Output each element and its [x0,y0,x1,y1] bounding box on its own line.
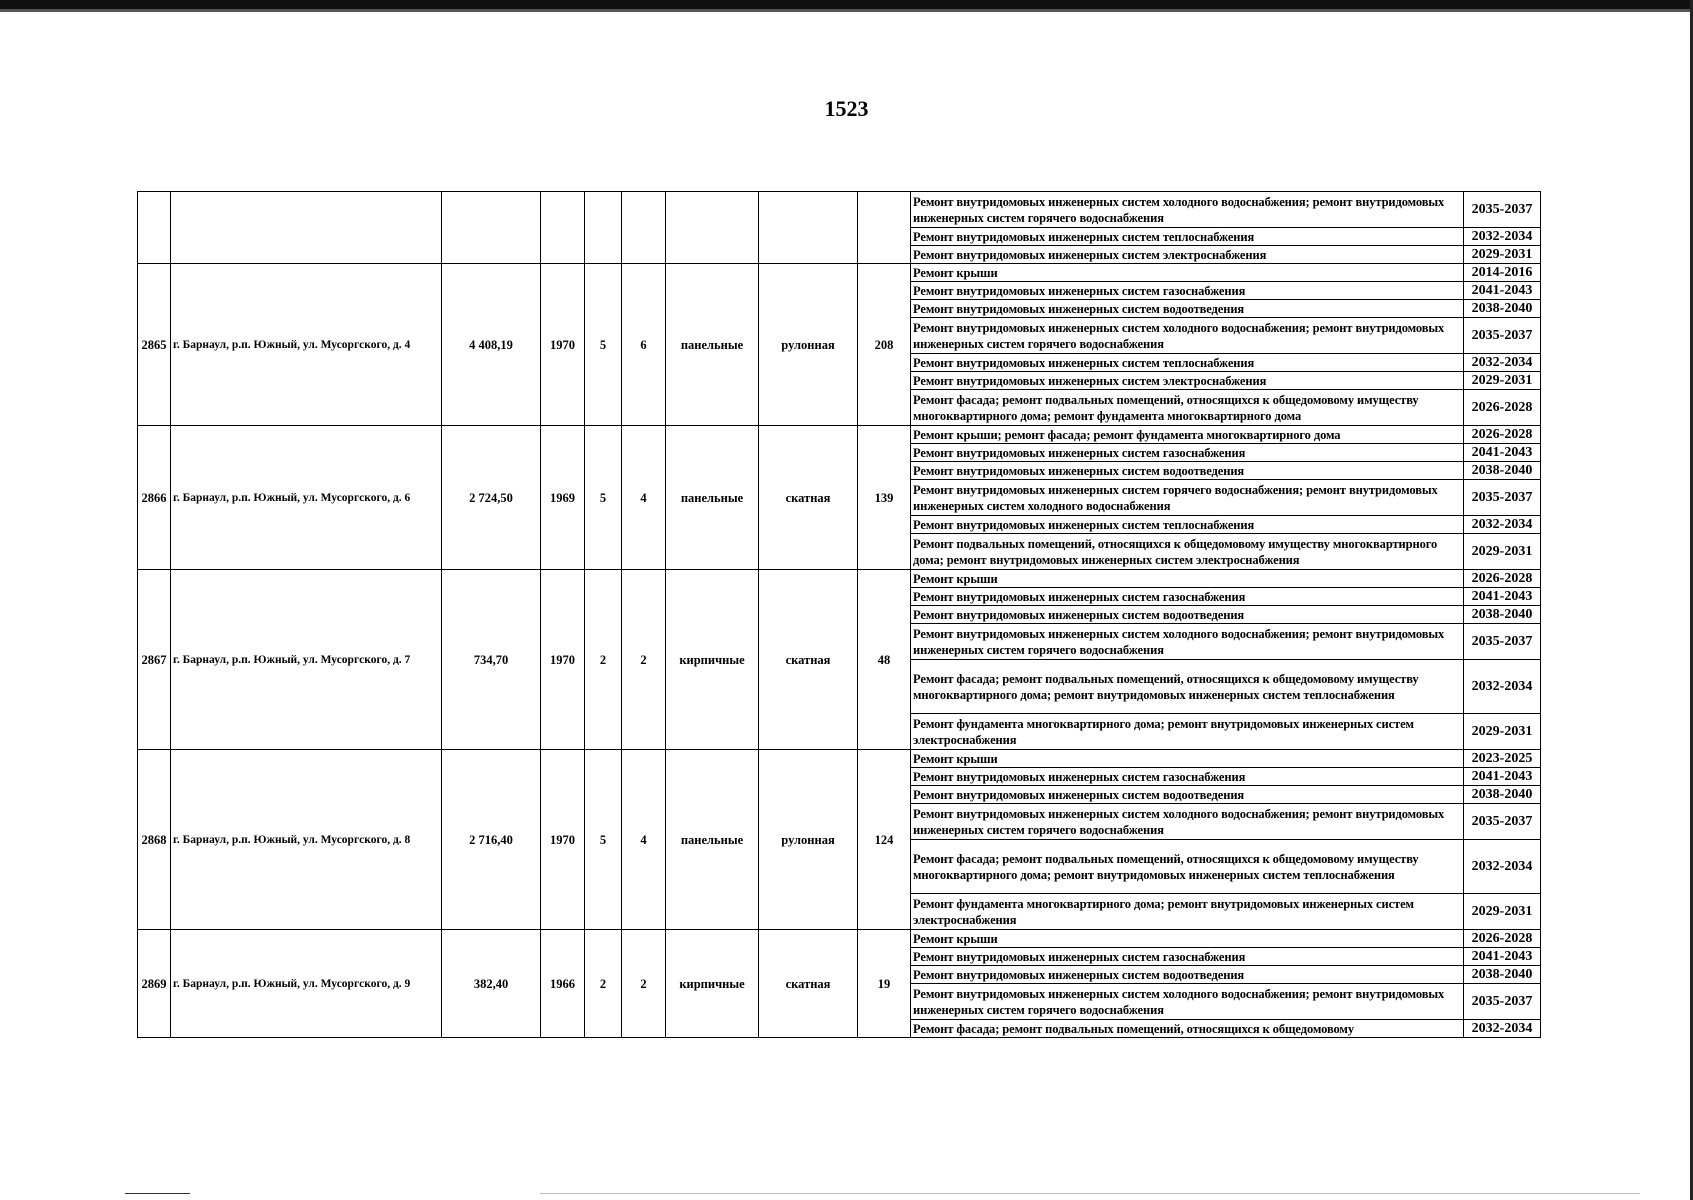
table-row [138,750,1541,768]
house-number: 2869 [138,930,171,1038]
house-floors: 2 [585,570,622,750]
work-description: Ремонт крыши [911,264,1464,282]
work-period: 2038-2040 [1464,300,1541,318]
work-period: 2029-2031 [1464,894,1541,930]
house-residents: 139 [858,426,911,570]
house-year: 1970 [541,750,585,930]
work-description: Ремонт внутридомовых инженерных систем водоотведения [911,300,1464,318]
house-roof-type: рулонная [759,264,858,426]
work-period: 2032-2034 [1464,1020,1541,1038]
work-period: 2032-2034 [1464,228,1541,246]
house-year: 1969 [541,426,585,570]
house-wall-material: панельные [666,426,759,570]
capital-repair-table [137,191,1541,1038]
scan-artifact-line [540,1193,1640,1194]
work-period: 2029-2031 [1464,714,1541,750]
house-floors: 5 [585,426,622,570]
work-period: 2035-2037 [1464,624,1541,660]
continuation-area-cell [442,192,541,264]
work-period: 2035-2037 [1464,984,1541,1020]
work-period: 2038-2040 [1464,786,1541,804]
house-entrances: 2 [622,930,666,1038]
work-period: 2032-2034 [1464,354,1541,372]
house-address: г. Барнаул, р.п. Южный, ул. Мусоргского, д. 7 [171,570,442,750]
scan-top-shadow [0,9,1693,12]
house-address: г. Барнаул, р.п. Южный, ул. Мусоргского, д. 6 [171,426,442,570]
work-period: 2035-2037 [1464,480,1541,516]
work-period: 2029-2031 [1464,372,1541,390]
house-residents: 124 [858,750,911,930]
house-residents: 19 [858,930,911,1038]
scan-artifact-line [125,1193,190,1194]
table-row [138,192,1541,228]
house-wall-material: кирпичные [666,570,759,750]
work-description: Ремонт внутридомовых инженерных систем водоотведения [911,462,1464,480]
house-entrances: 4 [622,426,666,570]
house-address: г. Барнаул, р.п. Южный, ул. Мусоргского, д. 4 [171,264,442,426]
house-residents: 208 [858,264,911,426]
house-area: 4 408,19 [442,264,541,426]
house-address: г. Барнаул, р.п. Южный, ул. Мусоргского, д. 8 [171,750,442,930]
work-description: Ремонт крыши [911,570,1464,588]
house-number: 2866 [138,426,171,570]
work-period: 2026-2028 [1464,426,1541,444]
work-description: Ремонт внутридомовых инженерных систем холодного водоснабжения; ремонт внутридомовых инженерных систем горячего водоснабжения [911,804,1464,840]
table-row [138,426,1541,444]
work-period: 2041-2043 [1464,588,1541,606]
work-description: Ремонт внутридомовых инженерных систем газоснабжения [911,282,1464,300]
house-year: 1970 [541,264,585,426]
work-description: Ремонт внутридомовых инженерных систем газоснабжения [911,444,1464,462]
work-description: Ремонт внутридомовых инженерных систем холодного водоснабжения; ремонт внутридомовых инженерных систем горячего водоснабжения [911,624,1464,660]
work-period: 2032-2034 [1464,516,1541,534]
house-wall-material: панельные [666,750,759,930]
continuation-walls-cell [666,192,759,264]
work-period: 2038-2040 [1464,966,1541,984]
work-description: Ремонт внутридомовых инженерных систем теплоснабжения [911,228,1464,246]
work-description: Ремонт внутридомовых инженерных систем водоотведения [911,606,1464,624]
work-description: Ремонт фасада; ремонт подвальных помещений, относящихся к общедомовому [911,1020,1464,1038]
work-period: 2035-2037 [1464,318,1541,354]
house-area: 2 716,40 [442,750,541,930]
table-row [138,264,1541,282]
work-period: 2041-2043 [1464,282,1541,300]
house-floors: 2 [585,930,622,1038]
work-description: Ремонт крыши; ремонт фасада; ремонт фундамента многоквартирного дома [911,426,1464,444]
work-period: 2035-2037 [1464,804,1541,840]
house-area: 382,40 [442,930,541,1038]
house-roof-type: скатная [759,426,858,570]
scan-top-border [0,0,1693,9]
house-wall-material: кирпичные [666,930,759,1038]
work-description: Ремонт внутридомовых инженерных систем газоснабжения [911,948,1464,966]
work-description: Ремонт крыши [911,930,1464,948]
work-period: 2041-2043 [1464,948,1541,966]
work-description: Ремонт внутридомовых инженерных систем холодного водоснабжения; ремонт внутридомовых инженерных систем горячего водоснабжения [911,984,1464,1020]
work-description: Ремонт фасада; ремонт подвальных помещений, относящихся к общедомовому имуществу многоквартирного дома; ремонт внутридомовых инженерных систем теплоснабжения [911,840,1464,894]
work-period: 2026-2028 [1464,570,1541,588]
house-year: 1970 [541,570,585,750]
house-number: 2867 [138,570,171,750]
house-roof-type: скатная [759,930,858,1038]
house-roof-type: рулонная [759,750,858,930]
table-body [138,192,1541,1038]
work-description: Ремонт подвальных помещений, относящихся к общедомовому имуществу многоквартирного дома; ремонт внутридомовых инженерных систем электроснабжения [911,534,1464,570]
work-description: Ремонт фундамента многоквартирного дома; ремонт внутридомовых инженерных систем электроснабжения [911,894,1464,930]
house-residents: 48 [858,570,911,750]
continuation-address-cell [171,192,442,264]
work-description: Ремонт фасада; ремонт подвальных помещений, относящихся к общедомовому имуществу многоквартирного дома; ремонт фундамента многоквартирного дома [911,390,1464,426]
work-description: Ремонт внутридомовых инженерных систем газоснабжения [911,768,1464,786]
work-description: Ремонт внутридомовых инженерных систем электроснабжения [911,372,1464,390]
continuation-roof-cell [759,192,858,264]
continuation-year-cell [541,192,585,264]
work-description: Ремонт внутридомовых инженерных систем электроснабжения [911,246,1464,264]
work-description: Ремонт внутридомовых инженерных систем водоотведения [911,786,1464,804]
work-description: Ремонт внутридомовых инженерных систем теплоснабжения [911,354,1464,372]
work-period: 2029-2031 [1464,246,1541,264]
house-area: 2 724,50 [442,426,541,570]
work-period: 2041-2043 [1464,444,1541,462]
work-description: Ремонт крыши [911,750,1464,768]
continuation-num-cell [138,192,171,264]
work-description: Ремонт фундамента многоквартирного дома; ремонт внутридомовых инженерных систем электроснабжения [911,714,1464,750]
work-period: 2026-2028 [1464,930,1541,948]
house-floors: 5 [585,264,622,426]
house-year: 1966 [541,930,585,1038]
work-period: 2035-2037 [1464,192,1541,228]
house-roof-type: скатная [759,570,858,750]
work-description: Ремонт внутридомовых инженерных систем теплоснабжения [911,516,1464,534]
page-number: 1523 [824,96,869,121]
house-number: 2865 [138,264,171,426]
work-description: Ремонт внутридомовых инженерных систем холодного водоснабжения; ремонт внутридомовых инженерных систем горячего водоснабжения [911,192,1464,228]
continuation-residents-cell [858,192,911,264]
work-description: Ремонт внутридомовых инженерных систем холодного водоснабжения; ремонт внутридомовых инженерных систем горячего водоснабжения [911,318,1464,354]
table-row [138,930,1541,948]
work-period: 2038-2040 [1464,462,1541,480]
work-period: 2014-2016 [1464,264,1541,282]
work-period: 2026-2028 [1464,390,1541,426]
work-description: Ремонт внутридомовых инженерных систем горячего водоснабжения; ремонт внутридомовых инженерных систем холодного водоснабжения [911,480,1464,516]
house-wall-material: панельные [666,264,759,426]
house-address: г. Барнаул, р.п. Южный, ул. Мусоргского, д. 9 [171,930,442,1038]
work-description: Ремонт внутридомовых инженерных систем водоотведения [911,966,1464,984]
work-period: 2032-2034 [1464,840,1541,894]
work-description: Ремонт внутридомовых инженерных систем газоснабжения [911,588,1464,606]
table-row [138,570,1541,588]
house-area: 734,70 [442,570,541,750]
work-period: 2038-2040 [1464,606,1541,624]
continuation-entrances-cell [622,192,666,264]
house-entrances: 2 [622,570,666,750]
continuation-floors-cell [585,192,622,264]
work-description: Ремонт фасада; ремонт подвальных помещений, относящихся к общедомовому имуществу многоквартирного дома; ремонт внутридомовых инженерных систем теплоснабжения [911,660,1464,714]
house-entrances: 6 [622,264,666,426]
house-entrances: 4 [622,750,666,930]
work-period: 2041-2043 [1464,768,1541,786]
house-floors: 5 [585,750,622,930]
house-number: 2868 [138,750,171,930]
work-period: 2032-2034 [1464,660,1541,714]
work-period: 2023-2025 [1464,750,1541,768]
work-period: 2029-2031 [1464,534,1541,570]
